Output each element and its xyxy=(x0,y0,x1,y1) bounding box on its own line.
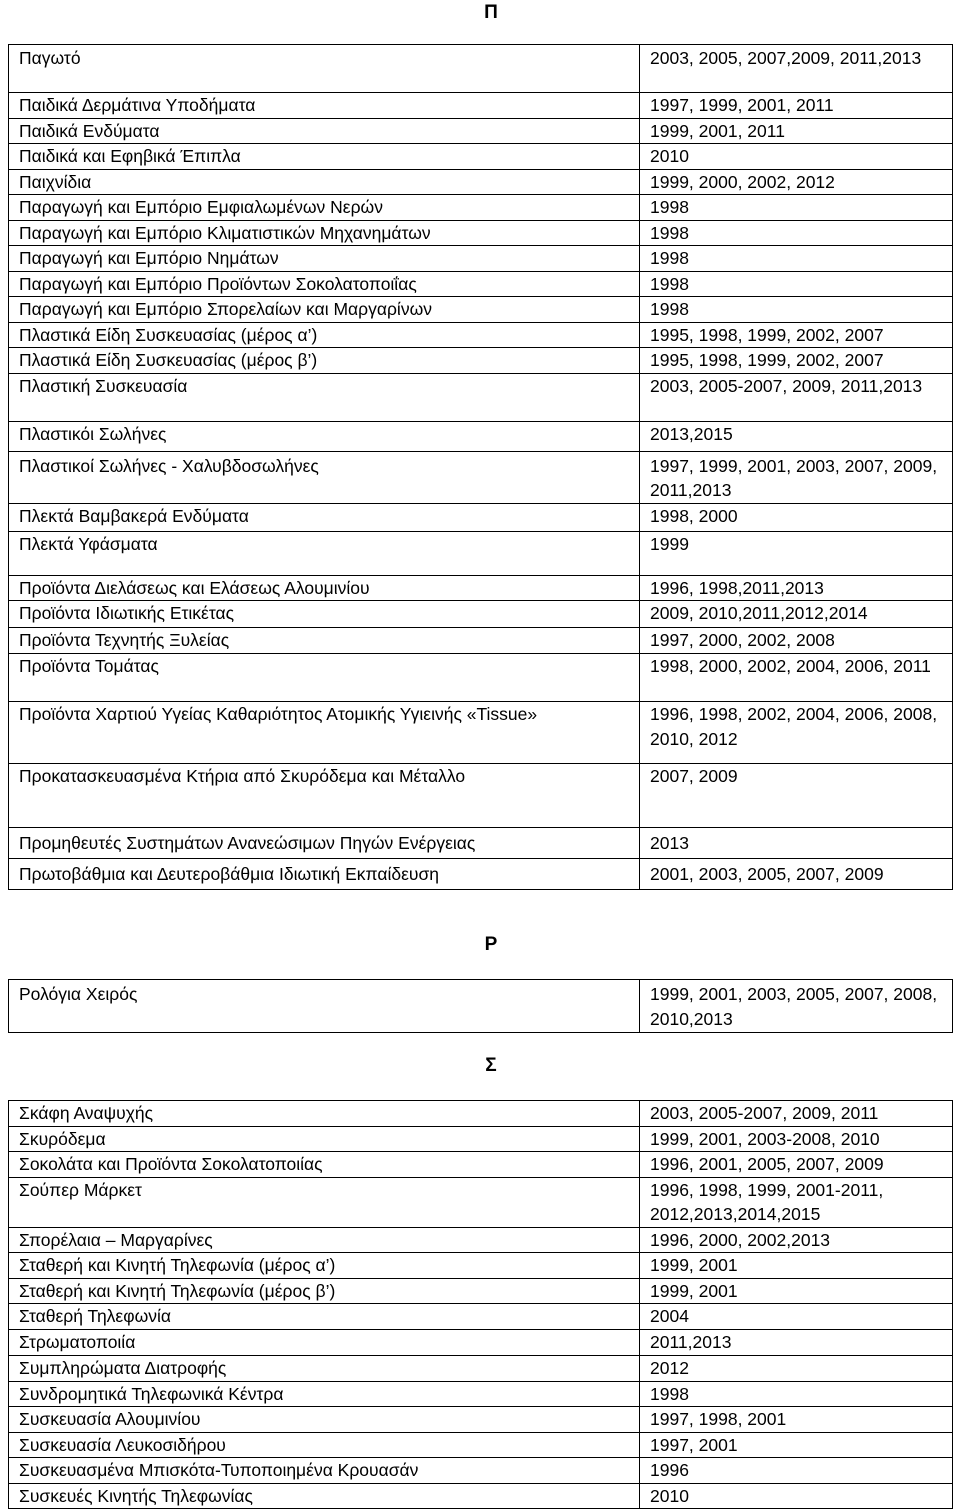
table-row xyxy=(9,1177,953,1227)
entry-years: 1998, 2000 xyxy=(640,503,953,531)
table-row xyxy=(9,169,953,195)
table-row xyxy=(9,531,953,575)
entry-years: 2013,2015 xyxy=(640,421,953,451)
table-row xyxy=(9,1227,953,1253)
entry-years: 1997, 1999, 2001, 2011 xyxy=(640,93,953,119)
entry-years: 2010 xyxy=(640,144,953,170)
index-table-rho xyxy=(8,979,953,1033)
entry-name: Προϊόντα Χαρτιού Υγείας Καθαριότητος Ατομικής Υγιεινής «Tissue» xyxy=(9,702,640,764)
entry-years: 1999, 2001, 2011 xyxy=(640,118,953,144)
table-row xyxy=(9,348,953,374)
entry-years: 1998 xyxy=(640,246,953,272)
entry-name: Παραγωγή και Εμπόριο Νημάτων xyxy=(9,246,640,272)
entry-name: Πλεκτά Βαμβακερά Ενδύματα xyxy=(9,503,640,531)
entry-name: Παιχνίδια xyxy=(9,169,640,195)
entry-years: 1996, 1998, 2002, 2004, 2006, 2008, 2010, 2012 xyxy=(640,702,953,764)
section-letter-sigma: Σ xyxy=(485,1055,497,1076)
entry-name: Προϊόντα Τομάτας xyxy=(9,654,640,702)
table-row xyxy=(9,654,953,702)
entry-years: 1999 xyxy=(640,531,953,575)
entry-name: Σπορέλαια – Μαργαρίνες xyxy=(9,1227,640,1253)
section-letter-pi: Π xyxy=(484,2,498,23)
table-row xyxy=(9,118,953,144)
entry-name: Πλαστικόι Σωλήνες xyxy=(9,421,640,451)
entry-years: 1997, 1999, 2001, 2003, 2007, 2009, 2011,2013 xyxy=(640,451,953,503)
table-row xyxy=(9,1253,953,1279)
entry-years: 2010 xyxy=(640,1483,953,1509)
entry-years: 1997, 2001 xyxy=(640,1432,953,1458)
entry-name: Συσκευασμένα Μπισκότα-Τυποποιημένα Κρουασάν xyxy=(9,1458,640,1484)
table-row xyxy=(9,859,953,890)
table-row xyxy=(9,297,953,323)
section-letter-rho: Ρ xyxy=(484,934,498,955)
table-row xyxy=(9,764,953,828)
index-table-pi xyxy=(8,44,953,890)
table-row xyxy=(9,1304,953,1330)
entry-years: 1996, 2001, 2005, 2007, 2009 xyxy=(640,1152,953,1178)
table-row xyxy=(9,144,953,170)
entry-name: Πλαστική Συσκευασία xyxy=(9,373,640,421)
entry-name: Συσκευές Κινητής Τηλεφωνίας xyxy=(9,1483,640,1509)
entry-years: 1997, 1998, 2001 xyxy=(640,1407,953,1433)
entry-name: Πλαστικά Είδη Συσκευασίας (μέρος β’) xyxy=(9,348,640,374)
entry-years: 1998 xyxy=(640,195,953,221)
table-row xyxy=(9,1407,953,1433)
entry-name: Παραγωγή και Εμπόριο Σπορελαίων και Μαργαρίνων xyxy=(9,297,640,323)
entry-years: 2004 xyxy=(640,1304,953,1330)
entry-name: Προϊόντα Τεχνητής Ξυλείας xyxy=(9,628,640,654)
entry-years: 1998 xyxy=(640,1381,953,1407)
table-row xyxy=(9,451,953,503)
entry-name: Συσκευασία Λευκοσιδήρου xyxy=(9,1432,640,1458)
table-row xyxy=(9,1126,953,1152)
entry-years: 1998 xyxy=(640,271,953,297)
entry-name: Παγωτό xyxy=(9,45,640,93)
entry-name: Παιδικά και Εφηβικά Έπιπλα xyxy=(9,144,640,170)
entry-years: 2003, 2005-2007, 2009, 2011 xyxy=(640,1101,953,1127)
entry-name: Παιδικά Δερμάτινα Υποδήματα xyxy=(9,93,640,119)
table-row xyxy=(9,980,953,1033)
entry-years: 1998 xyxy=(640,297,953,323)
table-row xyxy=(9,271,953,297)
entry-years: 1999, 2001 xyxy=(640,1278,953,1304)
table-row xyxy=(9,702,953,764)
entry-years: 1996, 2000, 2002,2013 xyxy=(640,1227,953,1253)
entry-name: Προμηθευτές Συστημάτων Ανανεώσιμων Πηγών Ενέργειας xyxy=(9,828,640,859)
entry-name: Ρολόγια Χειρός xyxy=(9,980,640,1033)
entry-name: Παραγωγή και Εμπόριο Εμφιαλωμένων Νερών xyxy=(9,195,640,221)
entry-years: 1996, 1998,2011,2013 xyxy=(640,575,953,601)
table-row xyxy=(9,373,953,421)
entry-name: Παραγωγή και Εμπόριο Προϊόντων Σοκολατοποιΐας xyxy=(9,271,640,297)
table-row xyxy=(9,1278,953,1304)
entry-name: Παιδικά Ενδύματα xyxy=(9,118,640,144)
table-row xyxy=(9,1329,953,1355)
table-row xyxy=(9,828,953,859)
entry-years: 2003, 2005-2007, 2009, 2011,2013 xyxy=(640,373,953,421)
entry-years: 2007, 2009 xyxy=(640,764,953,828)
entry-name: Σταθερή και Κινητή Τηλεφωνία (μέρος β’) xyxy=(9,1278,640,1304)
table-row xyxy=(9,1432,953,1458)
entry-name: Πλαστικοί Σωλήνες - Χαλυβδοσωλήνες xyxy=(9,451,640,503)
entry-name: Προϊόντα Διελάσεως και Ελάσεως Αλουμινίου xyxy=(9,575,640,601)
entry-name: Σκυρόδεμα xyxy=(9,1126,640,1152)
entry-years: 1997, 2000, 2002, 2008 xyxy=(640,628,953,654)
table-row xyxy=(9,1101,953,1127)
entry-years: 1996 xyxy=(640,1458,953,1484)
entry-years: 1999, 2001, 2003-2008, 2010 xyxy=(640,1126,953,1152)
entry-name: Προϊόντα Ιδιωτικής Ετικέτας xyxy=(9,601,640,628)
entry-years: 2003, 2005, 2007,2009, 2011,2013 xyxy=(640,45,953,93)
table-row xyxy=(9,503,953,531)
table-row xyxy=(9,1355,953,1381)
table-row xyxy=(9,1483,953,1509)
entry-name: Σκάφη Αναψυχής xyxy=(9,1101,640,1127)
table-row xyxy=(9,195,953,221)
entry-name: Σοκολάτα και Προϊόντα Σοκολατοποιίας xyxy=(9,1152,640,1178)
entry-name: Σούπερ Μάρκετ xyxy=(9,1177,640,1227)
entry-years: 1996, 1998, 1999, 2001-2011, 2012,2013,2014,2015 xyxy=(640,1177,953,1227)
entry-name: Σταθερή και Κινητή Τηλεφωνία (μέρος α’) xyxy=(9,1253,640,1279)
entry-years: 1995, 1998, 1999, 2002, 2007 xyxy=(640,348,953,374)
table-row xyxy=(9,220,953,246)
table-row xyxy=(9,421,953,451)
entry-name: Πλαστικά Είδη Συσκευασίας (μέρος α’) xyxy=(9,322,640,348)
entry-name: Πλεκτά Υφάσματα xyxy=(9,531,640,575)
table-row xyxy=(9,601,953,628)
entry-name: Προκατασκευασμένα Κτήρια από Σκυρόδεμα και Μέταλλο xyxy=(9,764,640,828)
table-row xyxy=(9,575,953,601)
table-row xyxy=(9,1152,953,1178)
entry-years: 2009, 2010,2011,2012,2014 xyxy=(640,601,953,628)
entry-years: 2011,2013 xyxy=(640,1329,953,1355)
entry-name: Συμπληρώματα Διατροφής xyxy=(9,1355,640,1381)
table-row xyxy=(9,1458,953,1484)
table-row xyxy=(9,93,953,119)
entry-name: Παραγωγή και Εμπόριο Κλιματιστικών Μηχανημάτων xyxy=(9,220,640,246)
table-row xyxy=(9,1381,953,1407)
entry-name: Στρωματοποιία xyxy=(9,1329,640,1355)
table-row xyxy=(9,628,953,654)
table-row xyxy=(9,322,953,348)
entry-years: 1999, 2001 xyxy=(640,1253,953,1279)
entry-years: 2001, 2003, 2005, 2007, 2009 xyxy=(640,859,953,890)
entry-years: 1998, 2000, 2002, 2004, 2006, 2011 xyxy=(640,654,953,702)
entry-years: 1999, 2000, 2002, 2012 xyxy=(640,169,953,195)
entry-years: 2013 xyxy=(640,828,953,859)
table-row xyxy=(9,246,953,272)
entry-years: 1998 xyxy=(640,220,953,246)
index-table-sigma xyxy=(8,1100,953,1509)
table-row xyxy=(9,45,953,93)
entry-years: 1995, 1998, 1999, 2002, 2007 xyxy=(640,322,953,348)
entry-name: Πρωτοβάθμια και Δευτεροβάθμια Ιδιωτική Εκπαίδευση xyxy=(9,859,640,890)
entry-name: Συσκευασία Αλουμινίου xyxy=(9,1407,640,1433)
entry-years: 1999, 2001, 2003, 2005, 2007, 2008, 2010,2013 xyxy=(640,980,953,1033)
entry-name: Σταθερή Τηλεφωνία xyxy=(9,1304,640,1330)
entry-years: 2012 xyxy=(640,1355,953,1381)
entry-name: Συνδρομητικά Τηλεφωνικά Κέντρα xyxy=(9,1381,640,1407)
